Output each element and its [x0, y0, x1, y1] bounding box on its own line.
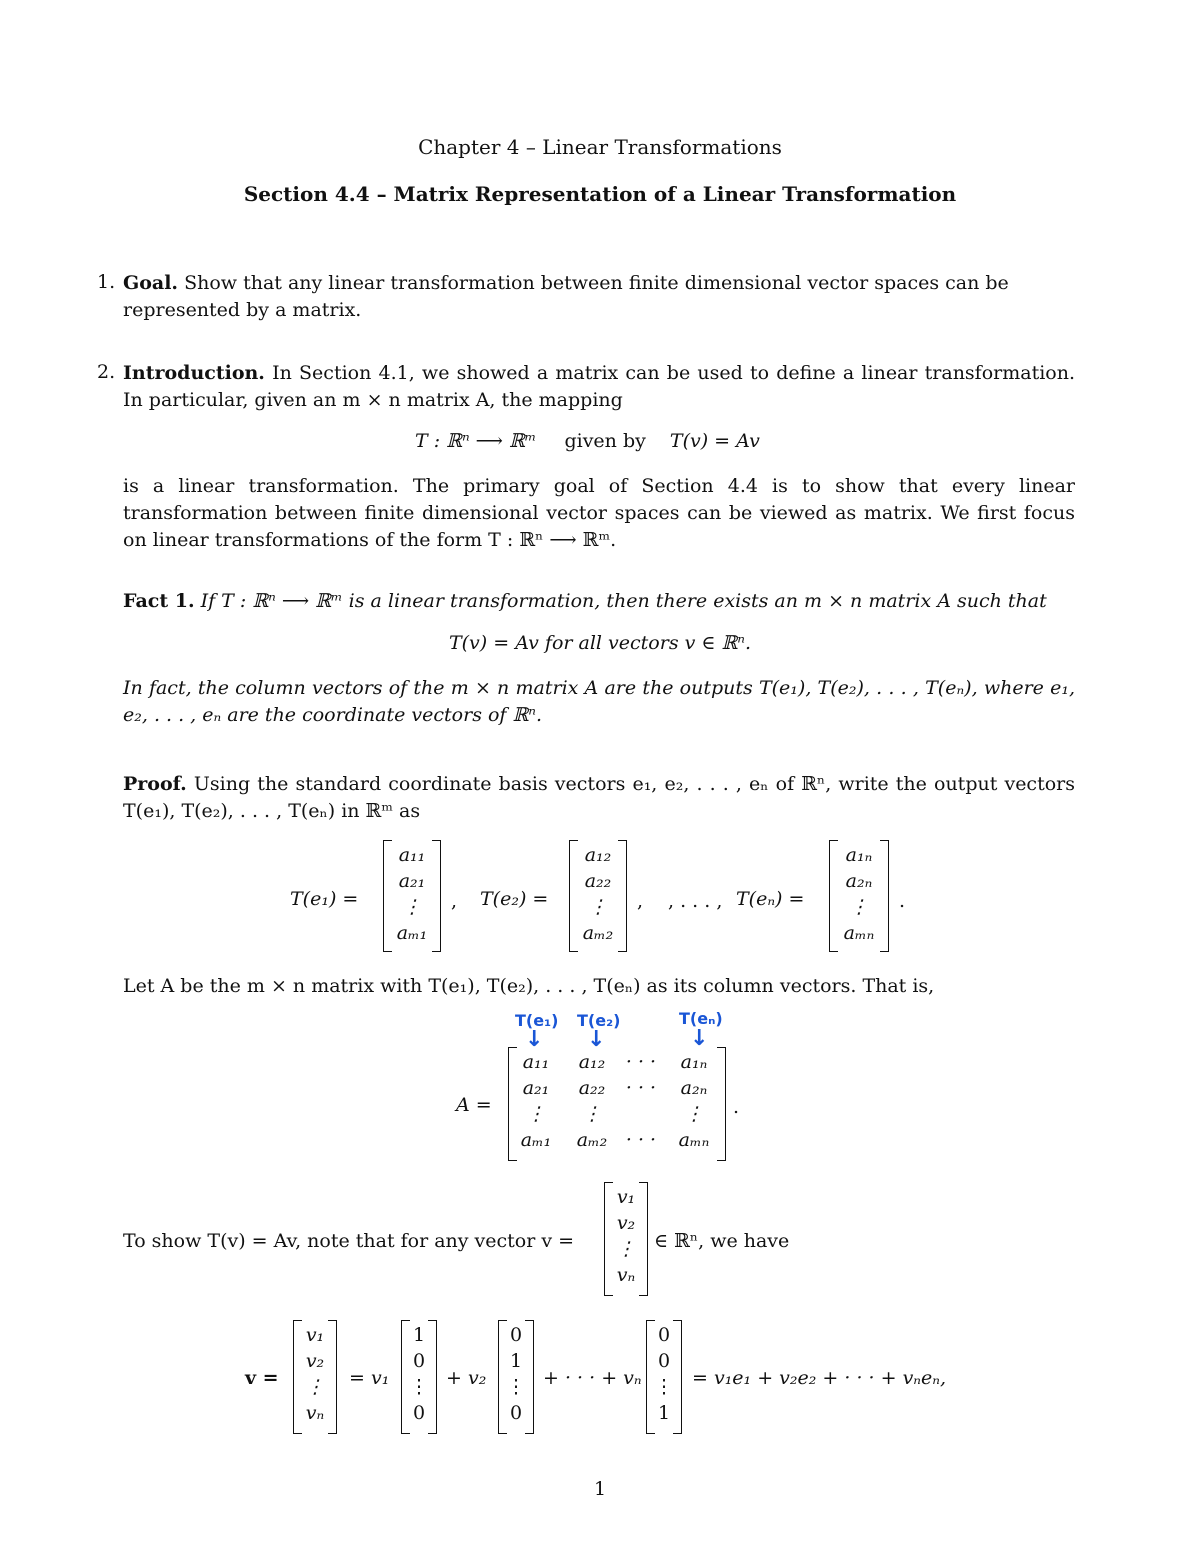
goal-paragraph — [123, 270, 1075, 324]
expand-eq1: = v₁ — [349, 1367, 390, 1389]
e2-entry-4: 0 — [509, 1402, 523, 1424]
expand-plus-v2: + v₂ — [446, 1367, 487, 1389]
expand-plus-dots: + · · · + vₙ — [543, 1367, 642, 1389]
t1-matrix — [383, 840, 441, 952]
tn-entry-2: a₂ₙ — [845, 870, 873, 892]
tn-column — [830, 842, 888, 946]
tn-entry-4: aₘₙ — [843, 922, 875, 944]
v-entry-4: vₙ — [616, 1264, 636, 1286]
e2-entry-1: 0 — [509, 1324, 523, 1346]
en-entry-2: 0 — [657, 1350, 671, 1372]
let-text: Let A be the m × n matrix with T(e₁), T(e₂), . . . , T(eₙ) as its column vectors. That is, — [123, 975, 935, 997]
t2-column — [570, 842, 626, 946]
t1-entry-3: ⋮ — [402, 896, 422, 918]
t1-entry-4: aₘ₁ — [396, 922, 428, 944]
hand-note-2: T(e₂) — [577, 1011, 621, 1030]
comma-2: , — [637, 890, 644, 912]
t2-entry-4: aₘ₂ — [582, 922, 614, 944]
a-entry-43: · · · — [625, 1129, 657, 1151]
a-col-4 — [669, 1049, 719, 1153]
expand-result: = v₁e₁ + v₂e₂ + · · · + vₙeₙ, — [692, 1367, 946, 1389]
hand-note-1: T(e₁) — [515, 1011, 559, 1030]
t1-column — [384, 842, 440, 946]
tn-matrix — [829, 840, 889, 952]
matrix-ellipsis: , . . . , — [668, 890, 723, 912]
proof-label: Proof. — [123, 773, 187, 795]
a-entry-13: · · · — [625, 1051, 657, 1073]
en-entry-1: 0 — [657, 1324, 671, 1346]
show-after: ∈ ℝⁿ, we have — [654, 1230, 790, 1252]
down-arrow-icon: ↓ — [587, 1027, 606, 1052]
t1-entry-1: a₁₁ — [398, 844, 426, 866]
chapter-title: Chapter 4 – Linear Transformations — [418, 135, 782, 159]
a-entry-22: a₂₂ — [578, 1077, 606, 1099]
e2-column — [499, 1322, 533, 1426]
e2-matrix — [498, 1320, 534, 1434]
a-col-1 — [513, 1049, 559, 1153]
comma-1: , — [451, 890, 458, 912]
v-entry-2: v₂ — [616, 1212, 636, 1234]
section-title: Section 4.4 – Matrix Representation of a Linear Transformation — [243, 182, 957, 206]
a-entry-32: ⋮ — [582, 1103, 602, 1125]
a-entry-34: ⋮ — [684, 1103, 704, 1125]
goal-text: Show that any linear transformation between finite dimensional vector spaces can be represented by a matrix. — [123, 272, 1009, 321]
intro-after: is a linear transformation. The primary goal of Section 4.4 is to show that every linear transformation between finite dimensional vector spaces can be viewed as matrix. We first focus on linear transformations of the form T : ℝⁿ ⟶ ℝᵐ. — [123, 475, 1075, 551]
a-entry-31: ⋮ — [526, 1103, 546, 1125]
t2-label: T(e₂) = — [480, 888, 549, 910]
v-column — [605, 1184, 647, 1288]
v-matrix — [604, 1182, 648, 1296]
a-entry-23: · · · — [625, 1077, 657, 1099]
proof-text: Using the standard coordinate basis vectors e₁, e₂, . . . , eₙ of ℝⁿ, write the output vectors T(e₁), T(e₂), . . . , T(eₙ) in ℝᵐ as — [123, 773, 1075, 822]
t1-label: T(e₁) = — [290, 888, 359, 910]
down-arrow-icon: ↓ — [525, 1027, 544, 1052]
a-entry-11: a₁₁ — [522, 1051, 550, 1073]
a-entry-42: aₘ₂ — [576, 1129, 608, 1151]
intro-eq-right: T(v) = Av — [669, 430, 760, 452]
goal-number: 1. — [97, 271, 116, 293]
en-entry-4: 1 — [657, 1402, 671, 1424]
goal-label: Goal. — [123, 272, 179, 294]
fact-statement: If T : ℝⁿ ⟶ ℝᵐ is a linear transformation, then there exists an m × n matrix A such that — [200, 590, 1047, 612]
period-2: . — [733, 1096, 740, 1118]
v-entry-1: v₁ — [616, 1186, 636, 1208]
fact-equation: T(v) = Av for all vectors v ∈ ℝⁿ. — [448, 632, 752, 654]
a-entry-12: a₁₂ — [578, 1051, 606, 1073]
tn-label: T(eₙ) = — [736, 888, 805, 910]
en-entry-3: ⋮ — [654, 1376, 674, 1398]
v-expand-entry-4: vₙ — [305, 1402, 325, 1424]
t2-matrix — [569, 840, 627, 952]
t1-entry-2: a₂₁ — [398, 870, 426, 892]
intro-eq-mid: given by — [564, 430, 646, 452]
intro-equation — [415, 430, 760, 452]
a-entry-14: a₁ₙ — [680, 1051, 708, 1073]
t2-entry-2: a₂₂ — [584, 870, 612, 892]
v-expand-column — [294, 1322, 336, 1426]
e1-entry-3: ⋮ — [409, 1376, 429, 1398]
hand-note-3: T(eₙ) — [679, 1009, 723, 1028]
v-entry-3: ⋮ — [616, 1238, 636, 1260]
e1-matrix — [401, 1320, 437, 1434]
intro-number: 2. — [97, 361, 116, 383]
intro-paragraph — [123, 360, 1075, 414]
en-column — [647, 1322, 681, 1426]
a-col-2 — [569, 1049, 615, 1153]
intro-label: Introduction. — [123, 362, 265, 384]
intro-eq-left: T : ℝⁿ ⟶ ℝᵐ — [415, 430, 537, 452]
a-entry-44: aₘₙ — [678, 1129, 710, 1151]
t2-entry-1: a₁₂ — [584, 844, 612, 866]
a-entry-33 — [621, 1101, 661, 1127]
show-text: To show T(v) = Av, note that for any vector v = — [123, 1230, 575, 1252]
a-entry-41: aₘ₁ — [520, 1129, 552, 1151]
expand-v-label: v = — [245, 1367, 279, 1389]
a-entry-24: a₂ₙ — [680, 1077, 708, 1099]
v-expand-entry-1: v₁ — [305, 1324, 325, 1346]
e2-entry-3: ⋮ — [506, 1376, 526, 1398]
page-number: 1 — [593, 1478, 607, 1500]
en-matrix — [646, 1320, 682, 1434]
e1-entry-4: 0 — [412, 1402, 426, 1424]
e1-entry-2: 0 — [412, 1350, 426, 1372]
v-expand-entry-2: v₂ — [305, 1350, 325, 1372]
fact-paragraph — [123, 588, 1075, 615]
tn-entry-1: a₁ₙ — [845, 844, 873, 866]
e1-column — [402, 1322, 436, 1426]
intro-text: In Section 4.1, we showed a matrix can be used to define a linear transformation. In particular, given an m × n matrix A, the mapping — [123, 362, 1076, 411]
v-expand-matrix — [293, 1320, 337, 1434]
e1-entry-1: 1 — [412, 1324, 426, 1346]
e2-entry-2: 1 — [509, 1350, 523, 1372]
down-arrow-icon: ↓ — [690, 1026, 709, 1051]
fact-label: Fact 1. — [123, 590, 195, 612]
a-matrix — [508, 1047, 726, 1161]
t2-entry-3: ⋮ — [588, 896, 608, 918]
fact-note: In fact, the column vectors of the m × n matrix A are the outputs T(e₁), T(e₂), . . . , T(eₙ), where e₁, e₂, . . . , eₙ are the coordinate vectors of ℝⁿ. — [123, 677, 1075, 726]
proof-paragraph — [123, 771, 1075, 825]
a-entry-21: a₂₁ — [522, 1077, 550, 1099]
period-1: . — [899, 890, 906, 912]
a-col-3 — [621, 1049, 661, 1153]
a-label: A = — [456, 1094, 492, 1116]
v-expand-entry-3: ⋮ — [305, 1376, 325, 1398]
tn-entry-3: ⋮ — [849, 896, 869, 918]
